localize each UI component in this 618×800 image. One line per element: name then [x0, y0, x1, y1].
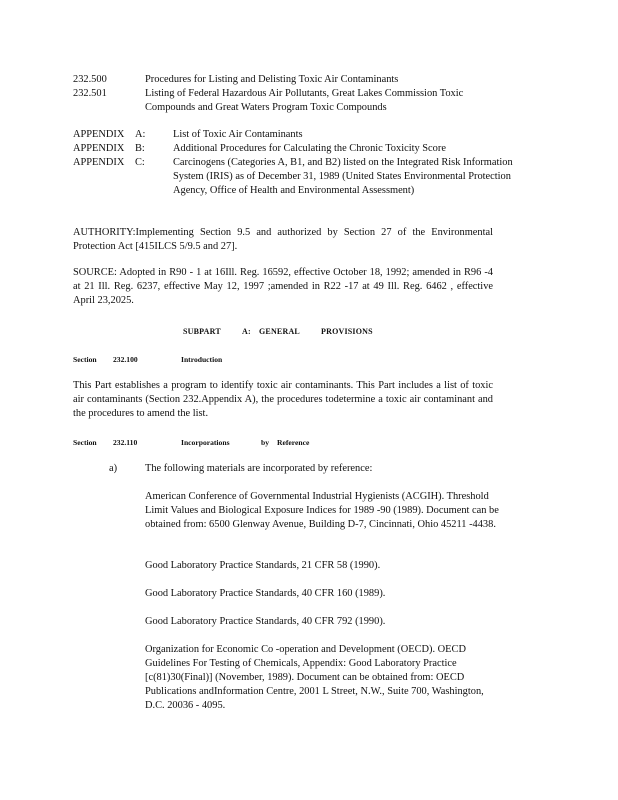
appendix-label: APPENDIX — [73, 157, 125, 168]
section-number: 232.500 — [73, 74, 107, 85]
subpart-name-1: GENERAL — [259, 327, 300, 336]
subpart-letter: A: — [242, 327, 251, 336]
section-label: Section — [73, 355, 97, 364]
section-title-reference: Reference — [277, 438, 310, 447]
section-title: Introduction — [181, 355, 223, 364]
item-label: a) — [109, 463, 118, 474]
section-title-by: by — [261, 438, 270, 447]
section-title: Incorporations — [181, 438, 230, 447]
appendix-label: APPENDIX — [73, 143, 125, 154]
section-title: Procedures for Listing and Delisting Toxic Air Contaminants — [145, 74, 399, 85]
incorporated-material: Organization for Economic Co -operation and Development (OECD). OECD Guidelines For Testing of Chemicals, Appendix: Good Laboratory Practice [c(81)30(Final)] (November, 1989). Document can be obtained from: OECD Publications andInformation Centre, 2001 L Street, N.W., Suite 700, Washington, D.C. 20036 - 4095. — [145, 644, 484, 711]
incorporated-material: American Conference of Governmental Industrial Hygienists (ACGIH). Threshold Limit Values and Biological Exposure Indices for 1989 -90 (1989). Document can be obtained from: 6500 Glenway Avenue, Building D-7, Cincinnati, Ohio 45211 -4438. — [145, 491, 499, 530]
appendix-title: Additional Procedures for Calculating the Chronic Toxicity Score — [173, 143, 446, 154]
incorporated-material: Good Laboratory Practice Standards, 40 CFR 792 (1990). — [145, 616, 386, 627]
section-number: 232.501 — [73, 88, 107, 99]
appendix-letter: B: — [135, 143, 145, 154]
source-note: SOURCE: Adopted in R90 - 1 at 16Ill. Reg. 16592, effective October 18, 1992; amended in R96 -4 at 21 Ill. Reg. 6237, effective May 12, 1997 ;amended in R22 -17 at 49 Ill. Reg. 6462 , effective April 23,2025. — [73, 267, 493, 306]
appendix-label: APPENDIX — [73, 129, 125, 140]
incorporated-material: Good Laboratory Practice Standards, 40 CFR 160 (1989). — [145, 588, 386, 599]
section-title: Listing of Federal Hazardous Air Pollutants, Great Lakes Commission Toxic Compounds and Great Waters Program Toxic Compounds — [145, 88, 464, 113]
subpart-name-2: PROVISIONS — [321, 327, 373, 336]
section-number: 232.110 — [113, 438, 138, 447]
section-number: 232.100 — [113, 355, 138, 364]
item-lead-text: The following materials are incorporated by reference: — [145, 463, 373, 474]
appendix-title: Carcinogens (Categories A, B1, and B2) listed on the Integrated Risk Information System (IRIS) as of December 31, 1989 (United States Environmental Protection Agency, Office of Health and Environmental Assessment) — [173, 157, 513, 196]
introduction-paragraph: This Part establishes a program to identify toxic air contaminants. This Part includes a list of toxic air contaminants (Section 232.Appendix A), the procedures todetermine a toxic air contaminant and the procedures to amend the list. — [73, 380, 493, 419]
authority-note: AUTHORITY:Implementing Section 9.5 and authorized by Section 27 of the Environmental Protection Act [415ILCS 5/9.5 and 27]. — [73, 227, 493, 252]
appendix-title: List of Toxic Air Contaminants — [173, 129, 303, 140]
incorporated-material: Good Laboratory Practice Standards, 21 CFR 58 (1990). — [145, 560, 381, 571]
appendix-letter: A: — [135, 129, 146, 140]
subpart-label: SUBPART — [183, 327, 221, 336]
section-label: Section — [73, 438, 97, 447]
appendix-letter: C: — [135, 157, 145, 168]
